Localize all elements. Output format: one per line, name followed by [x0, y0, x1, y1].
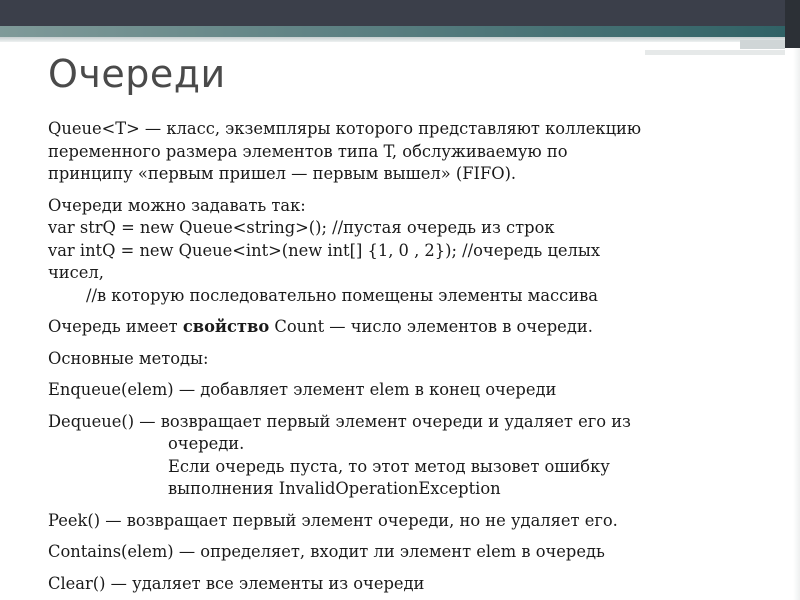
property-text-before: Очередь имеет [48, 317, 183, 336]
header-shadow [0, 37, 800, 42]
header-band [0, 0, 800, 26]
declare-paragraph [48, 195, 778, 308]
intro-line: принципу «первым пришел — первым вышел» (FIFO). [48, 164, 517, 183]
dequeue-line: очереди. [168, 434, 245, 453]
method-contains: Contains(elem) — определяет, входит ли элемент elem в очередь [48, 542, 605, 561]
slide-title: Очереди [48, 52, 226, 96]
code-comment-line: //в которую последовательно помещены элементы массива [86, 285, 599, 305]
declare-heading: Очереди можно задавать так: [48, 195, 306, 215]
dequeue-line: Если очередь пуста, то этот метод вызовет ошибку [168, 456, 610, 476]
property-keyword: свойство [182, 317, 270, 336]
method-clear: Clear() — удаляет все элементы из очереди [48, 573, 425, 593]
intro-line: переменного размера элементов типа T, обслуживаемую по [48, 141, 568, 161]
code-line: var strQ = new Queue<string>(); //пустая очередь из строк [48, 218, 555, 237]
dequeue-line: выполнения InvalidOperationException [168, 479, 501, 498]
corner-decoration-light [740, 40, 785, 49]
code-line: чисел, [48, 263, 104, 282]
methods-heading: Основные методы: [48, 348, 209, 368]
intro-paragraph [48, 118, 778, 186]
slide-body [48, 118, 778, 595]
corner-decoration [785, 0, 800, 48]
header-accent-band [0, 26, 800, 37]
method-peek: Peek() — возвращает первый элемент очереди, но не удаляет его. [48, 510, 618, 530]
right-edge-decoration [793, 48, 800, 600]
corner-decoration-strip [645, 50, 785, 55]
intro-line: Queue<T> — класс, экземпляры которого представляют коллекцию [48, 119, 642, 138]
dequeue-line: Dequeue() — возвращает первый элемент очереди и удаляет его из [48, 411, 631, 431]
property-text-after: Count — число элементов в очереди. [269, 317, 593, 336]
method-enqueue: Enqueue(elem) — добавляет элемент elem в конец очереди [48, 380, 557, 399]
code-line: var intQ = new Queue<int>(new int[] {1, 0 , 2}); //очередь целых [48, 240, 601, 260]
method-dequeue [48, 411, 778, 501]
property-paragraph [48, 316, 778, 339]
